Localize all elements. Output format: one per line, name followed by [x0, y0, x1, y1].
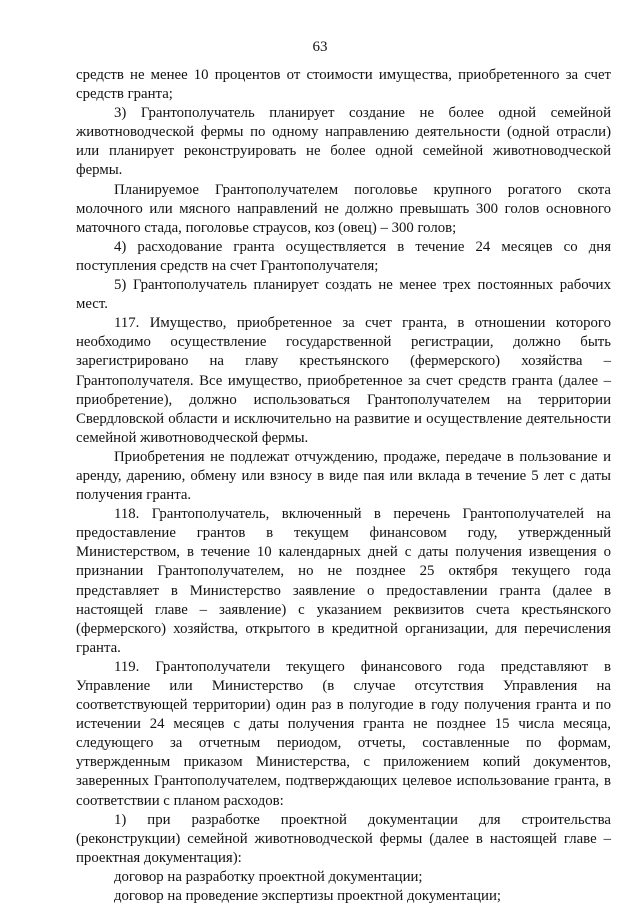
paragraph-section-118: 118. Грантополучатель, включенный в перечень Грантополучателей на предоставление грантов в текущем финансовом году, утвержденный Министерством, в течение 10 календарных дней с даты получения извещения о признании Грантополучателем, но не позднее 25 октября текущего года представляет в Министерство заявление о предоставлении гранта (далее в настоящей главе – заявление) с указанием реквизитов счета крестьянского (фермерского) хозяйства, открытого в кредитной организации, для перечисления гранта.: [76, 506, 611, 656]
paragraph-item-1-project-docs: 1) при разработке проектной документации для строительства (реконструкции) семейной животноводческой фермы (далее в настоящей главе – проектная документация):: [76, 811, 611, 866]
paragraph-livestock-limit: Планируемое Грантополучателем поголовье крупного рогатого скота молочного или мясного направлений не должно превышать 300 голов основного маточного стада, поголовье страусов, коз (овец) – 300 голов;: [76, 181, 611, 236]
paragraph-acquisitions: Приобретения не подлежат отчуждению, продаже, передаче в пользование и аренду, дарению, обмену или взносу в виде пая или вклада в течение 5 лет с даты получения гранта.: [76, 448, 611, 504]
paragraph-section-117: 117. Имущество, приобретенное за счет гранта, в отношении которого необходимо осуществление государственной регистрации, должно быть зарегистрировано на главу крестьянского (фермерского) хозяйства – Грантополучателя. Все имущество, приобретенное за счет средств гранта (далее – приобретение), должно использоваться Грантополучателем на территории Свердловской области и исключительно на развитие и осуществление деятельности семейной животноводческой фермы.: [76, 315, 611, 446]
paragraph-contract-expertise: договор на проведение экспертизы проектной документации;: [114, 888, 501, 905]
paragraph-contract-development: договор на разработку проектной документации;: [114, 868, 423, 885]
document-body: [76, 66, 611, 906]
page-number: 63: [312, 39, 328, 55]
paragraph-item-3: 3) Грантополучатель планирует создание не более одной семейной животноводческой фермы по одному направлению деятельности (одной отрасли) или планирует реконструировать не более одной семейной животноводческой фермы.: [76, 105, 611, 179]
paragraph-section-119: 119. Грантополучатели текущего финансового года представляют в Управление или Министерство (в случае отсутствия Управления на соответствующей территории) один раз в полугодие в году получения гранта и по истечении 24 месяцев с даты получения гранта не позднее 15 числа месяца, следующего за отчетным периодом, отчеты, составленные по формам, утвержденным приказом Министерства, с приложением копий документов, заверенных Грантополучателем, подтверждающих целевое использование гранта, в соответствии с планом расходов:: [76, 658, 611, 809]
paragraph-item-4: 4) расходование гранта осуществляется в течение 24 месяцев со дня поступления средств на счет Грантополучателя;: [76, 238, 611, 274]
paragraph-continuation: средств не менее 10 процентов от стоимости имущества, приобретенного за счет средств гранта;: [76, 67, 611, 103]
paragraph-item-5: 5) Грантополучатель планирует создать не менее трех постоянных рабочих мест.: [76, 277, 611, 313]
